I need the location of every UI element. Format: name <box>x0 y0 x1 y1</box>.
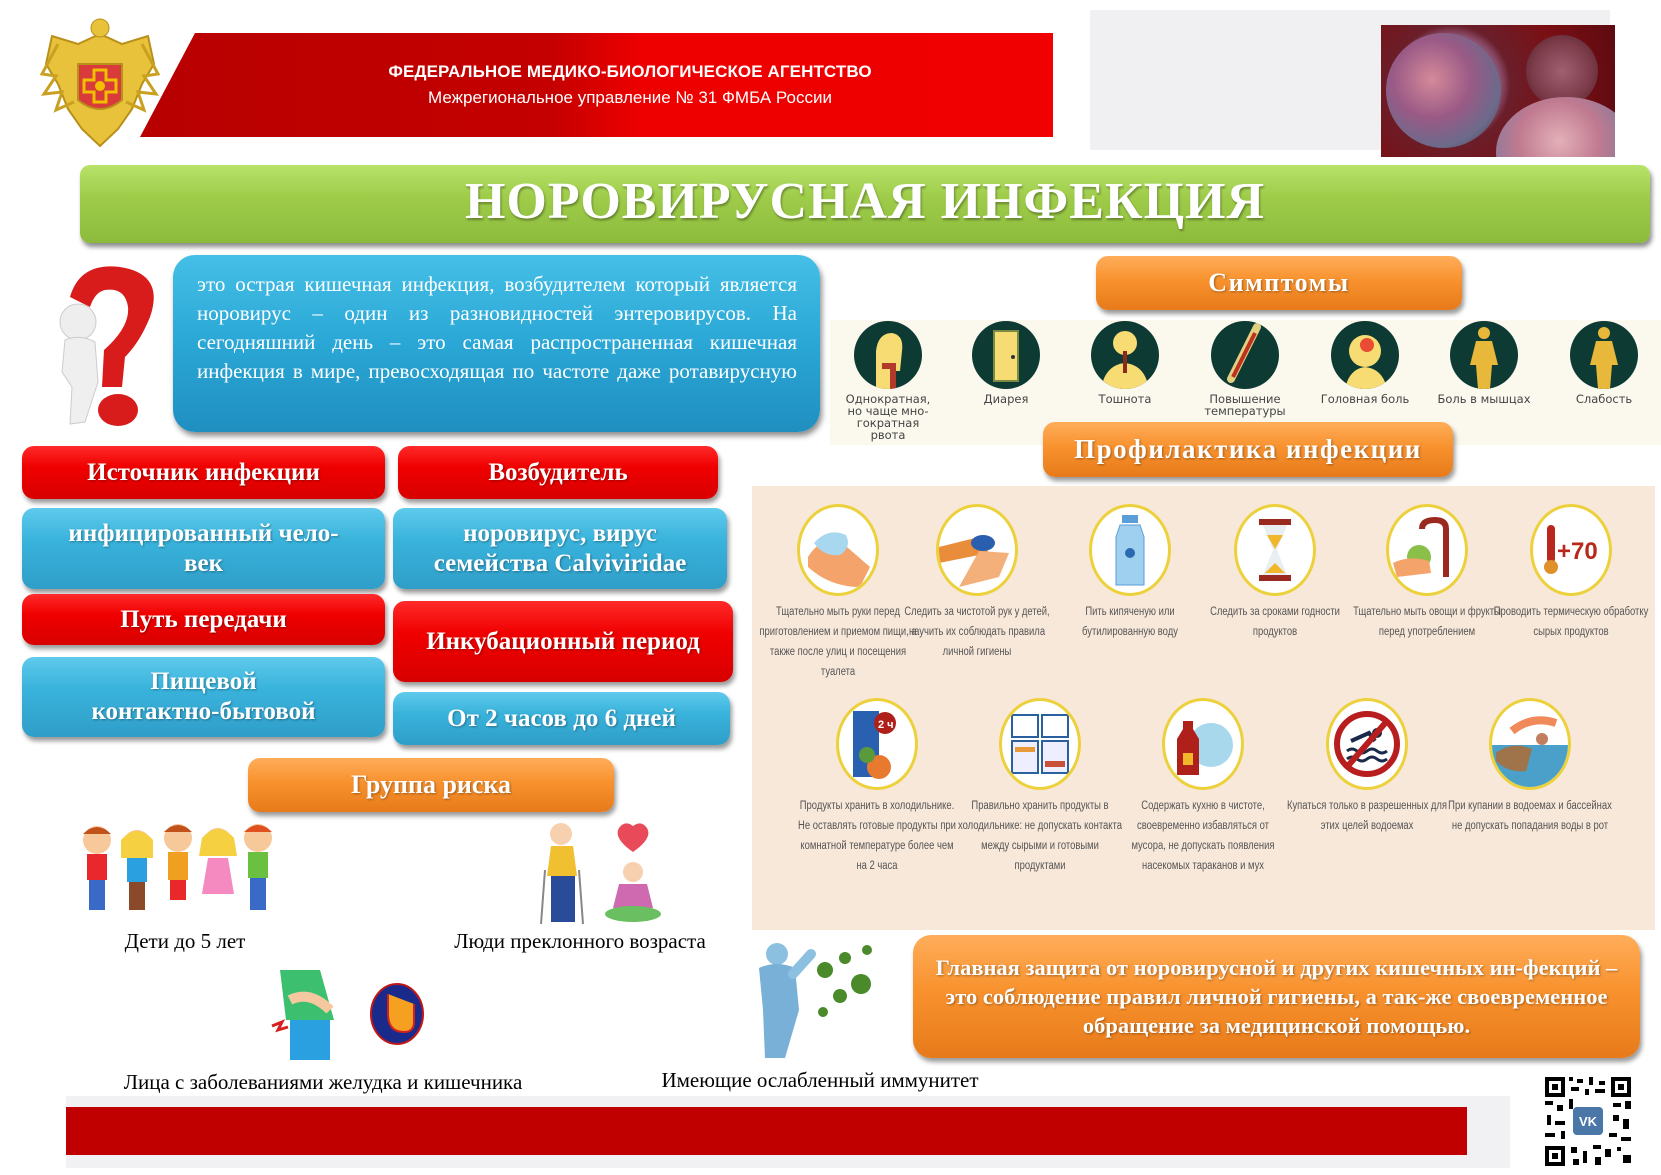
prevention-heading: Профилактика инфекции <box>1043 422 1453 477</box>
symptom-label: Боль в мышцах <box>1437 392 1531 406</box>
stomach-pain-illustration-icon <box>270 970 425 1060</box>
prevention-panel <box>752 486 1655 930</box>
prevention-label: Содержать кухню в чистоте, своевременно избавляться от мусора, не допускать появления насекомых тараканов и мух <box>1131 800 1275 872</box>
definition-text: это острая кишечная инфекция, возбудителем который является норовирус – один из разновидностей энтеровирусов. На сегодняшний день – это самая распространенная кишечная инфекция в мире, превосходящая по частоте даже ротавирусную <box>197 272 797 383</box>
prevention-label: Правильно хранить продукты в холодильнике: не допускать контакта между сырыми и готовыми продуктами <box>958 800 1122 872</box>
prevention-item <box>1047 504 1212 642</box>
tap-fruit-icon <box>1386 504 1468 596</box>
prevention-label: Пить кипяченую или бутилированную воду <box>1082 606 1178 638</box>
thermo-badge: +70 <box>1556 538 1598 565</box>
symptom-item <box>1310 321 1420 405</box>
immunity-caption: Имеющие ослабленный иммунитет <box>661 1068 979 1092</box>
symptom-label: Повышение температуры <box>1204 392 1286 418</box>
vk-logo: VK <box>1578 1114 1598 1129</box>
headache-icon <box>1331 321 1399 389</box>
symptoms-heading: Симптомы <box>1096 256 1462 310</box>
swimmer-icon <box>1489 698 1571 790</box>
symptom-item <box>951 321 1061 405</box>
header-banner <box>140 33 1053 137</box>
transmission-contact: контактно-бытовой <box>91 698 316 725</box>
cleaning-icon <box>1162 698 1244 790</box>
symptom-label: Слабость <box>1575 392 1633 406</box>
hand-wash-icon <box>797 504 879 596</box>
symptom-label: Тошнота <box>1098 392 1152 406</box>
symptom-item <box>1190 321 1300 417</box>
page-title: НОРОВИРУСНАЯ ИНФЕКЦИЯ <box>464 173 1266 230</box>
symptom-label: Диарея <box>983 392 1029 406</box>
symptom-item <box>1549 321 1659 405</box>
prevention-label: Продукты хранить в холодильнике. Не оставлять готовые продукты при комнатной температуре более чем на 2 часа <box>798 800 956 872</box>
gastro-caption: Лица с заболеваниями желудка и кишечника <box>123 1070 523 1094</box>
symptom-item <box>1070 321 1180 405</box>
fridge-badge: 2 ч <box>877 719 894 731</box>
prevention-label: При купании в водоемах и бассейнах не допускать попадания воды в рот <box>1448 800 1612 832</box>
pathogen-label: Возбудитель <box>398 446 718 499</box>
prevention-item <box>794 698 959 876</box>
symptom-label: Головная боль <box>1320 392 1410 406</box>
transmission-label: Путь передачи <box>22 594 385 645</box>
elderly-illustration-icon <box>535 820 665 925</box>
prevention-item <box>1284 698 1449 836</box>
weakness-icon <box>1570 321 1638 389</box>
prevention-item <box>1120 698 1285 876</box>
norovirus-image <box>1381 25 1615 157</box>
fridge-icon <box>836 698 918 790</box>
prevention-label: Тщательно мыть овощи и фрукты перед употреблением <box>1353 606 1501 638</box>
prevention-item <box>1447 698 1612 836</box>
thermometer-plus70-icon <box>1530 504 1612 596</box>
vomit-icon <box>854 321 922 389</box>
prevention-item <box>894 504 1059 662</box>
prevention-label: Купаться только в разрешенных для этих целей водоемах <box>1286 800 1448 832</box>
symptom-item <box>1429 321 1539 405</box>
prevention-item <box>1344 504 1509 642</box>
prevention-item <box>1488 504 1653 642</box>
prevention-item <box>957 698 1122 876</box>
prevention-label: Проводить термическую обработку сырых продуктов <box>1493 606 1649 638</box>
prevention-item <box>1192 504 1357 642</box>
agency-name: ФЕДЕРАЛЬНОЕ МЕДИКО-БИОЛОГИЧЕСКОЕ АГЕНТСТВО <box>388 62 872 81</box>
fridge-shelves-icon <box>999 698 1081 790</box>
risk-group-heading: Группа риска <box>248 758 614 812</box>
hourglass-icon <box>1234 504 1316 596</box>
hand-clean-icon <box>936 504 1018 596</box>
department-name: Межрегиональное управление № 31 ФМБА России <box>428 88 832 107</box>
prevention-label: Следить за чистотой рук у детей, научить их соблюдать правила личной гигиены <box>904 606 1050 658</box>
water-bottle-icon <box>1089 504 1171 596</box>
pathogen-value: норовирус, вирус семейства Calviviridae <box>393 508 727 589</box>
children-caption: Дети до 5 лет <box>124 929 246 953</box>
immunity-illustration-icon <box>745 940 880 1058</box>
thermometer-icon <box>1211 321 1279 389</box>
nausea-icon <box>1091 321 1159 389</box>
incubation-value: От 2 часов до 6 дней <box>393 692 730 745</box>
transmission-food: Пищевой <box>150 668 257 695</box>
children-illustration-icon <box>75 820 285 920</box>
source-value: инфицированный чело-век <box>22 508 385 589</box>
door-icon <box>972 321 1040 389</box>
symptom-label: Однократная, но чаще мно-гократная рвота <box>845 392 931 442</box>
transmission-value <box>22 657 385 737</box>
source-label: Источник инфекции <box>22 446 385 499</box>
main-protection-note: Главная защита от норовирусной и других кишечных ин-фекций – это соблюдение правил личной гигиены, а так-же своевременное обращение за медицинской помощью. <box>913 935 1640 1058</box>
muscle-pain-icon <box>1450 321 1518 389</box>
vk-qr-code-icon[interactable] <box>1543 1075 1633 1168</box>
footer-bar <box>66 1107 1467 1155</box>
incubation-label: Инкубационный период <box>393 601 733 682</box>
elderly-caption: Люди преклонного возраста <box>454 929 706 953</box>
question-mark-figure-icon <box>40 262 170 432</box>
symptom-item <box>833 321 943 441</box>
no-swimming-icon <box>1326 698 1408 790</box>
prevention-label: Тщательно мыть руки перед приготовлением и приемом пищи, а также после улиц и посещения туалета <box>759 606 917 678</box>
prevention-label: Следить за сроками годности продуктов <box>1210 606 1340 638</box>
